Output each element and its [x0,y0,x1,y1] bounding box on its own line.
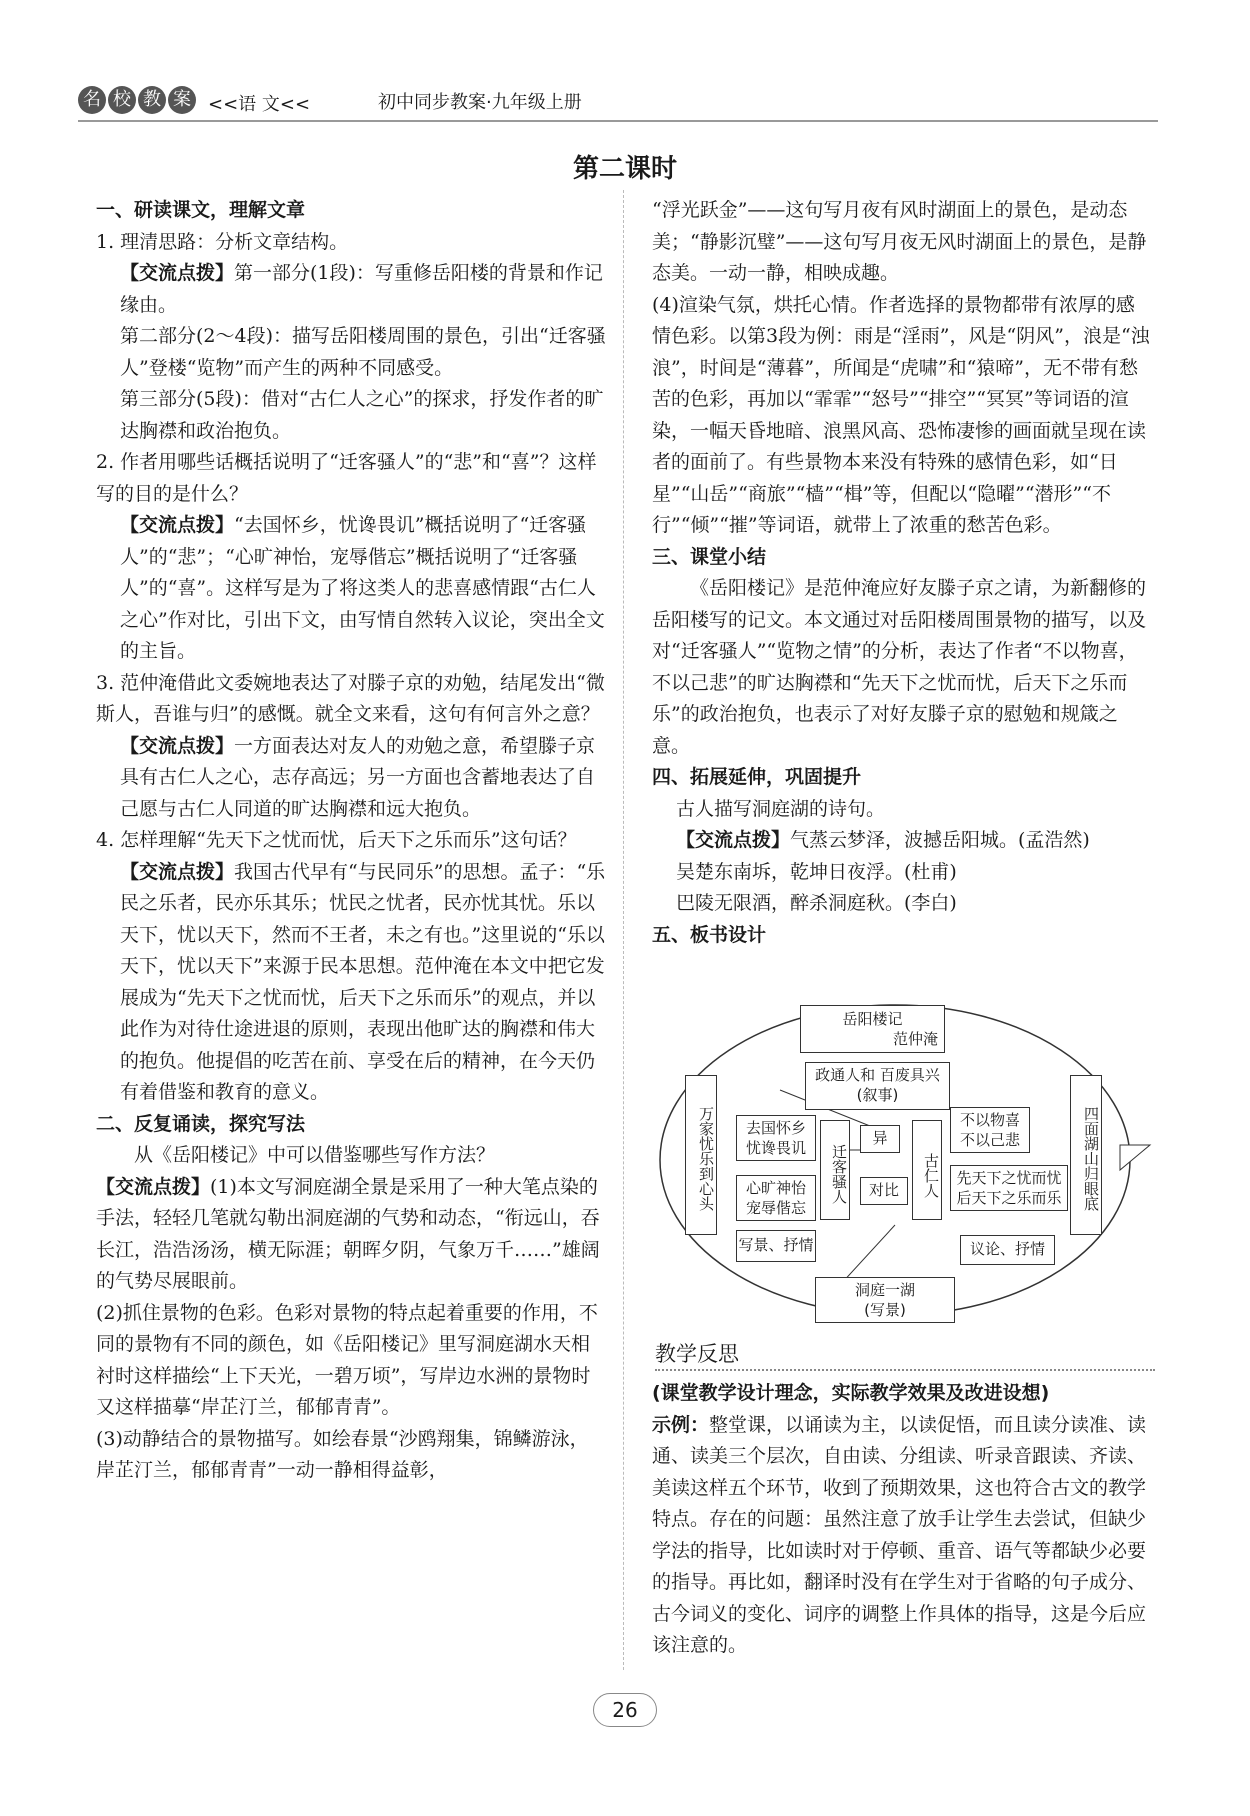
paragraph-text: 我国古代早有“与民同乐”的思想。孟子：“乐民之乐者，民亦乐其乐；忧民之忧者，民亦忧其忧。乐以天下，忧以天下，然而不王者，未之有也。”这里说的“乐以天下，忧以天下”来源于民本思想。范仲淹在本文中把它发展成为“先天下之忧而忧，后天下之乐而乐”的观点，并以此作为对待仕途进退的原则，表现出他旷达的胸襟和伟大的抱负。他提倡的吃苦在前、享受在后的精神，在今天仍有着借鉴和教育的意义。 [120,860,606,1103]
board-xiejing: 写景、抒情 [736,1230,816,1262]
paragraph-text: 一、研读课文，理解文章 [96,199,306,221]
board-xiantian: 先天下之忧而忧 后天下之乐而乐 [950,1165,1068,1211]
board-guren: 古仁人 [912,1120,942,1220]
paragraph-text: 2. 作者用哪些话概括说明了“迁客骚人”的“悲”和“喜”？这样写的目的是什么？ [96,451,597,505]
discussion-label: 【交流点拨】 [120,262,235,284]
left-column-paragraph [96,195,606,227]
board-happy: 心旷神怡 宠辱偕忘 [736,1175,816,1221]
page-number: 26 [0,1693,1250,1727]
left-column-paragraph [96,258,606,321]
board-right-vertical: 四面湖山归眼底 [1070,1075,1102,1235]
paragraph-text: 3. 范仲淹借此文委婉地表达了对滕子京的劝勉，结尾发出“微斯人，吾谁与归”的感慨。就全文来看，这句有何言外之意？ [96,671,605,725]
left-column-paragraph [96,1298,606,1424]
left-column-paragraph [96,731,606,826]
paragraph-text: 吴楚东南坼，乾坤日夜浮。(杜甫) [676,860,957,883]
board-design-diagram [650,995,1160,1325]
left-column-paragraph [96,510,606,668]
left-column-paragraph [96,668,606,731]
header-rule [78,120,1158,122]
left-column-paragraph [96,857,606,1109]
paragraph-text: 从《岳阳楼记》中可以借鉴哪些写作方法？ [134,1144,496,1166]
paragraph-text: 二、反复诵读，探究写法 [96,1112,306,1135]
right-column-paragraph [652,888,1152,920]
reflection-section [652,1378,1152,1662]
reflection-body: 示例：整堂课，以诵读为主，以读促悟，而且读分读准、读通、读美三个层次，自由读、分组读、听录音跟读、齐读、美读这样五个环节，收到了预期效果，这也符合古文的教学特点。存在的问题：虽然注意了放手让学生去尝试，但缺少学法的指导，比如读时对于停顿、重音、语气等都缺少必要的指导。再比如，翻译时没有在学生对于省略的句子成分、古今词义的变化、词序的调整上作具体的指导，这是今后应该注意的。 [652,1413,1147,1656]
paragraph-text: 《岳阳楼记》是范仲淹应好友滕子京之请，为新翻修的岳阳楼写的记文。本文通过对岳阳楼周围景物的描写，以及对“迁客骚人”“览物之情”的分析，表达了作者“不以物喜，不以己悲”的旷达胸襟和“先天下之忧而忧，后天下之乐而乐”的政治抱负，也表示了对好友滕子京的慰勉和规箴之意。 [652,577,1147,757]
left-column-paragraph [96,1109,606,1141]
paragraph-text: (4)渲染气氛，烘托心情。作者选择的景物都带有浓厚的感情色彩。以第3段为例：雨是“淫雨”，风是“阴风”，浪是“浊浪”，时间是“薄暮”，所闻是“虎啸”和“猿啼”，无不带有愁苦的色彩，再加以“霏霏”“怒号”“排空”“冥冥”等词语的渲染，一幅天昏地暗、浪黑风高、恐怖凄惨的画面就呈现在读者的面前了。有些景物本来没有特殊的感情色彩，如“日星”“山岳”“商旅”“樯”“楫”等，但配以“隐曜”“潜形”“不行”“倾”“摧”等词语，就带上了浓重的愁苦色彩。 [652,293,1150,536]
board-title: 岳阳楼记 范仲淹 [800,1005,945,1053]
paragraph-text: 1. 理清思路：分析文章结构。 [96,230,349,253]
board-left-vertical: 万家忧乐到心头 [685,1075,717,1235]
paragraph-text: 三、课堂小结 [652,545,767,568]
paragraph-text: “去国怀乡，忧谗畏讥”概括说明了“迁客骚人”的“悲”；“心旷神怡，宠辱偕忘”概括说明了“迁客骚人”的“喜”。这样写是为了将这类人的悲喜感情跟“古仁人之心”作对比，引出下文，由写情自然转入议论，突出全文的主旨。 [120,514,605,662]
discussion-label: 【交流点拨】 [120,734,235,757]
paragraph-text: 巴陵无限酒，醉杀洞庭秋。(李白) [676,892,957,914]
left-column-paragraph [96,384,606,447]
right-column-paragraph [652,542,1152,574]
right-column-paragraph [652,290,1152,542]
series-logo: 名 校 教 案 [78,86,198,114]
lesson-title: 第二课时 [572,154,677,184]
left-column-paragraph [96,1172,606,1298]
book-title: 初中同步教案·九年级上册 [378,92,582,113]
paragraph-text: 第一部分(1段)：写重修岳阳楼的背景和作记缘由。 [120,262,603,316]
board-buyi: 不以物喜 不以己悲 [950,1107,1030,1153]
right-column-paragraph [652,920,1152,952]
left-column-paragraph [96,1140,606,1172]
right-column-paragraph [652,195,1152,290]
board-yi: 异 [860,1125,900,1153]
paragraph-text: (1)本文写洞庭湖全景是采用了一种大笔点染的手法，轻轻几笔就勾勒出洞庭湖的气势和动态，“衔远山，吞长江，浩浩汤汤，横无际涯；朝晖夕阴，气象万千……”雄阔的气势尽展眼前。 [96,1175,600,1292]
discussion-label: 【交流点拨】 [120,860,235,883]
board-lake: 洞庭一湖 (写景) [815,1277,955,1323]
right-column-paragraph [652,825,1152,857]
paragraph-text: 古人描写洞庭湖的诗句。 [676,797,886,820]
right-column [652,195,1152,951]
paragraph-text: 4. 怎样理解“先天下之忧而忧，后天下之乐而乐”这句话？ [96,829,577,851]
right-column-paragraph [652,573,1152,762]
paragraph-text: 五、板书设计 [652,923,767,946]
discussion-label: 【交流点拨】 [676,829,791,851]
paragraph-text: 四、拓展延伸，巩固提升 [652,766,862,788]
discussion-label: 【交流点拨】 [120,514,235,536]
left-column [96,195,606,1487]
subject-label: <<语 文<< [208,94,311,115]
board-yilun: 议论、抒情 [960,1235,1055,1265]
reflection-title: 教学反思 [655,1342,739,1366]
board-duibi: 对比 [860,1177,908,1205]
right-column-paragraph [652,762,1152,794]
column-divider [623,190,624,1670]
paragraph-text: 气蒸云梦泽，波撼岳阳城。(孟浩然) [790,829,1090,851]
paragraph-text: 第三部分(5段)：借对“古仁人之心”的探求，抒发作者的旷达胸襟和政治抱负。 [120,388,604,442]
paragraph-text: (3)动静结合的景物描写。如绘春景“沙鸥翔集，锦鳞游泳，岸芷汀兰，郁郁青青”一动一静相得益彰， [96,1427,589,1481]
right-column-paragraph [652,857,1152,889]
board-qianke: 迁客骚人 [820,1120,850,1220]
board-mid: 政通人和 百废具兴 (叙事) [805,1062,950,1110]
paragraph-text: (2)抓住景物的色彩。色彩对景物的特点起着重要的作用，不同的景物有不同的颜色，如《岳阳楼记》里写洞庭湖水天相衬时这样描绘“上下天光，一碧万顷”，写岸边水洲的景物时又这样描摹“岸芷汀兰，郁郁青青”。 [96,1301,598,1418]
left-column-paragraph [96,321,606,384]
right-column-paragraph [652,794,1152,826]
left-column-paragraph [96,1424,606,1487]
paragraph-text: 第二部分(2～4段)：描写岳阳楼周围的景色，引出“迁客骚人”登楼“览物”而产生的两种不同感受。 [120,325,606,379]
paragraph-text: 一方面表达对友人的劝勉之意，希望滕子京具有古仁人之心，志存高远；另一方面也含蓄地表达了自己愿与古仁人同道的旷达胸襟和远大抱负。 [120,734,596,820]
left-column-paragraph [96,227,606,259]
discussion-label: 【交流点拨】 [96,1175,211,1198]
left-column-paragraph [96,825,606,857]
reflection-subtitle: (课堂教学设计理念，实际教学效果及改进设想) [652,1382,1050,1404]
left-column-paragraph [96,447,606,510]
board-sad: 去国怀乡 忧谗畏讥 [736,1115,816,1161]
page-header [78,80,1158,120]
reflection-rule [655,1369,1155,1371]
paragraph-text: “浮光跃金”——这句写月夜有风时湖面上的景色，是动态美；“静影沉璧”——这句写月夜无风时湖面上的景色，是静态美。一动一静，相映成趣。 [652,199,1147,284]
